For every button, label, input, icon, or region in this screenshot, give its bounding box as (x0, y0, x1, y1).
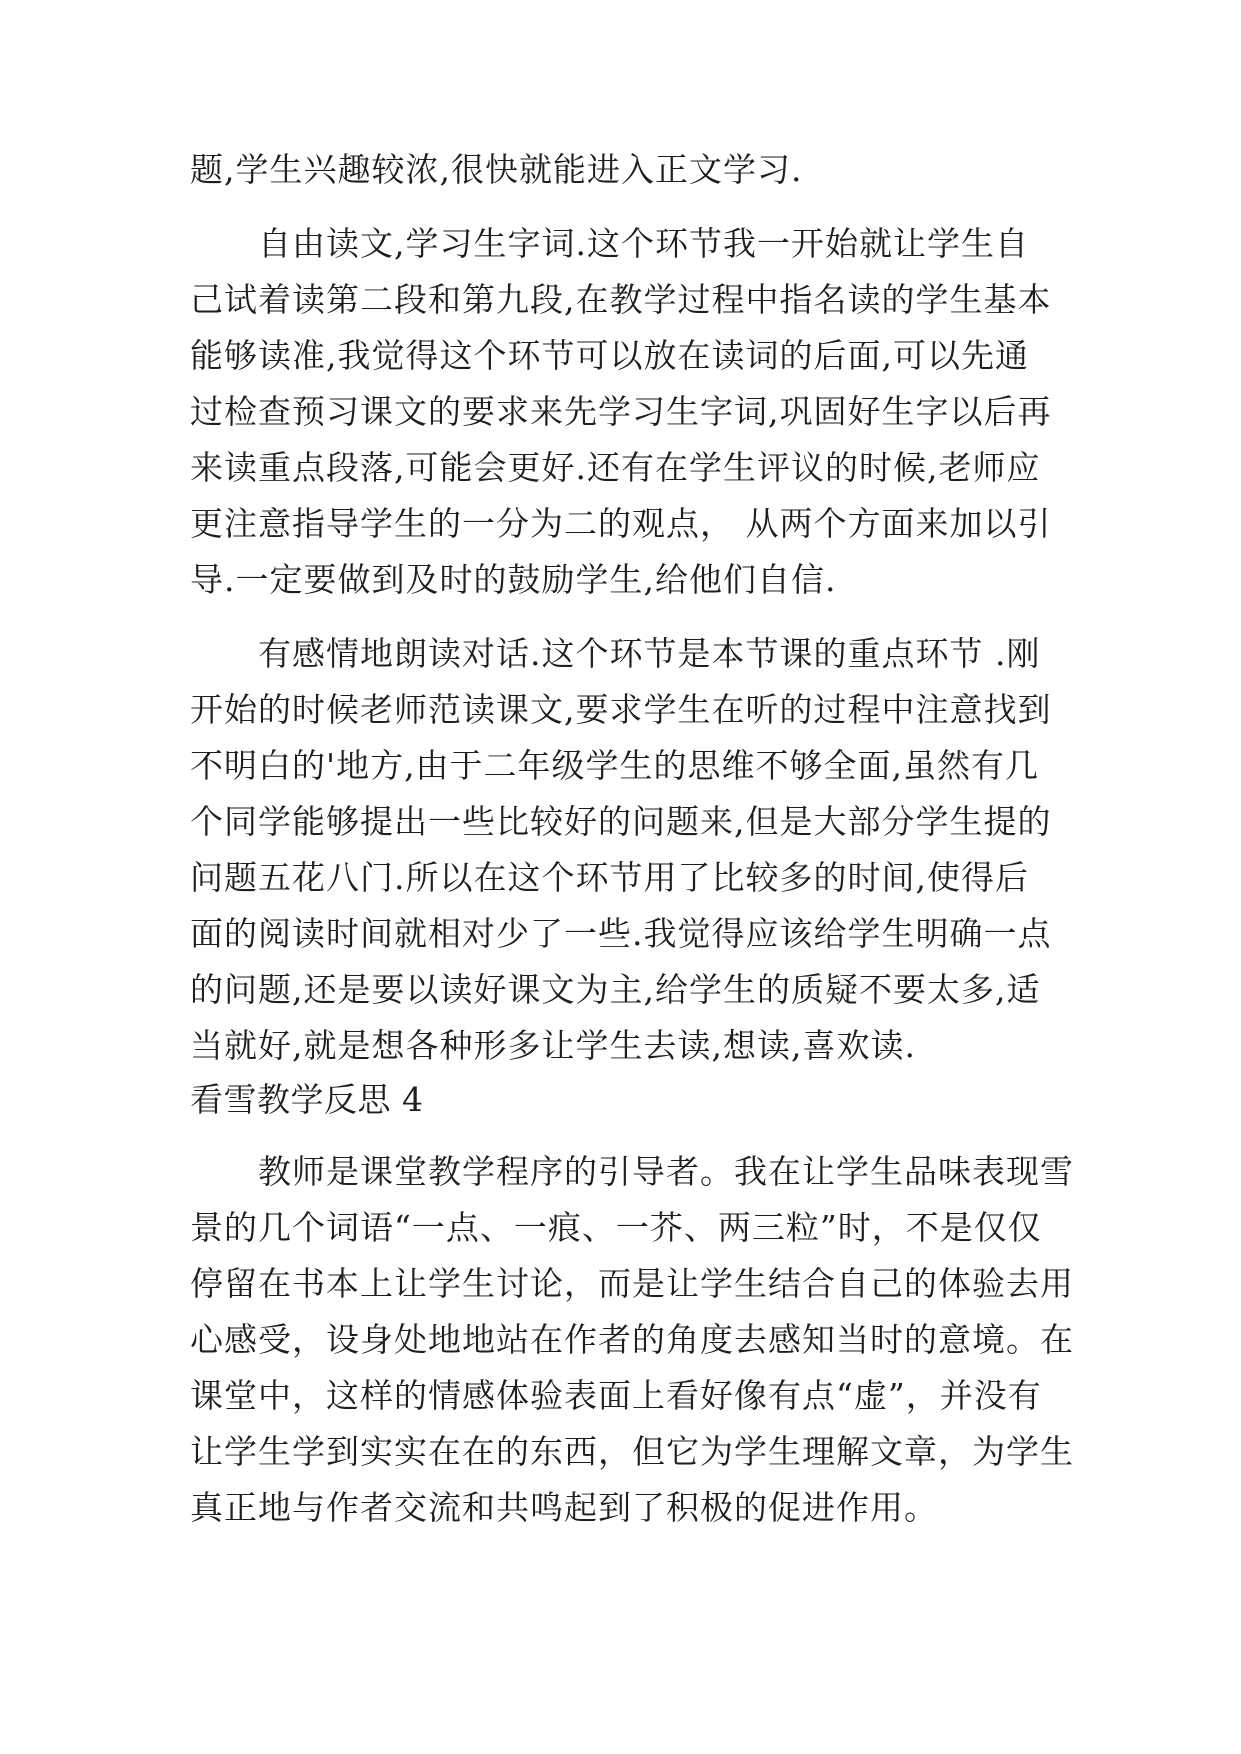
paragraph-2-line-6: 更注意指导学生的一分为二的观点， 从两个方面来加以引 (190, 504, 1052, 543)
paragraph-2-line-3: 能够读准,我觉得这个环节可以放在读词的后面,可以先通 (190, 336, 1029, 375)
paragraph-4-line-6: 让学生学到实实在在的东西，但它为学生理解文章，为学生 (190, 1432, 1074, 1471)
paragraph-3-line-8: 当就好,就是想各种形多让学生去读,想读,喜欢读. (190, 1026, 916, 1065)
paragraph-3-line-4: 个同学能够提出一些比较好的问题来,但是大部分学生提的 (190, 802, 1052, 841)
section-heading: 看雪教学反思 4 (190, 1080, 424, 1119)
paragraph-2-line-2: 己试着读第二段和第九段,在教学过程中指名读的学生基本 (190, 280, 1052, 319)
paragraph-4-line-3: 停留在书本上让学生讨论，而是让学生结合自己的体验去用 (190, 1264, 1074, 1303)
paragraph-2-line-1: 自由读文,学习生字词.这个环节我一开始就让学生自 (258, 224, 1029, 263)
paragraph-4-line-1: 教师是课堂教学程序的引导者。我在让学生品味表现雪 (258, 1152, 1074, 1191)
paragraph-2-line-7: 导.一定要做到及时的鼓励学生,给他们自信. (190, 560, 837, 599)
paragraph-3-line-3: 不明白的'地方,由于二年级学生的思维不够全面,虽然有几 (190, 746, 1040, 785)
paragraph-4-line-5: 课堂中，这样的情感体验表面上看好像有点“虚”，并没有 (190, 1376, 1042, 1415)
paragraph-3-line-1: 有感情地朗读对话.这个环节是本节课的重点环节 .刚 (258, 634, 1041, 673)
paragraph-1-line-1: 题,学生兴趣较浓,很快就能进入正文学习. (190, 150, 803, 189)
paragraph-3-line-6: 面的阅读时间就相对少了一些.我觉得应该给学生明确一点 (190, 914, 1052, 953)
paragraph-2-line-5: 来读重点段落,可能会更好.还有在学生评议的时候,老师应 (190, 448, 1041, 487)
paragraph-4-line-4: 心感受，设身处地地站在作者的角度去感知当时的意境。在 (190, 1320, 1074, 1359)
paragraph-2-line-4: 过检查预习课文的要求来先学习生字词,巩固好生字以后再 (190, 392, 1052, 431)
paragraph-3-line-5: 问题五花八门.所以在这个环节用了比较多的时间,使得后 (190, 858, 1029, 897)
paragraph-3-line-2: 开始的时候老师范读课文,要求学生在听的过程中注意找到 (190, 690, 1052, 729)
paragraph-4-line-7: 真正地与作者交流和共鸣起到了积极的促进作用。 (190, 1488, 938, 1527)
paragraph-4-line-2: 景的几个词语“一点、一痕、一芥、两三粒”时，不是仅仅 (190, 1208, 1042, 1247)
paragraph-3-line-7: 的问题,还是要以读好课文为主,给学生的质疑不要太多,适 (190, 970, 1041, 1009)
